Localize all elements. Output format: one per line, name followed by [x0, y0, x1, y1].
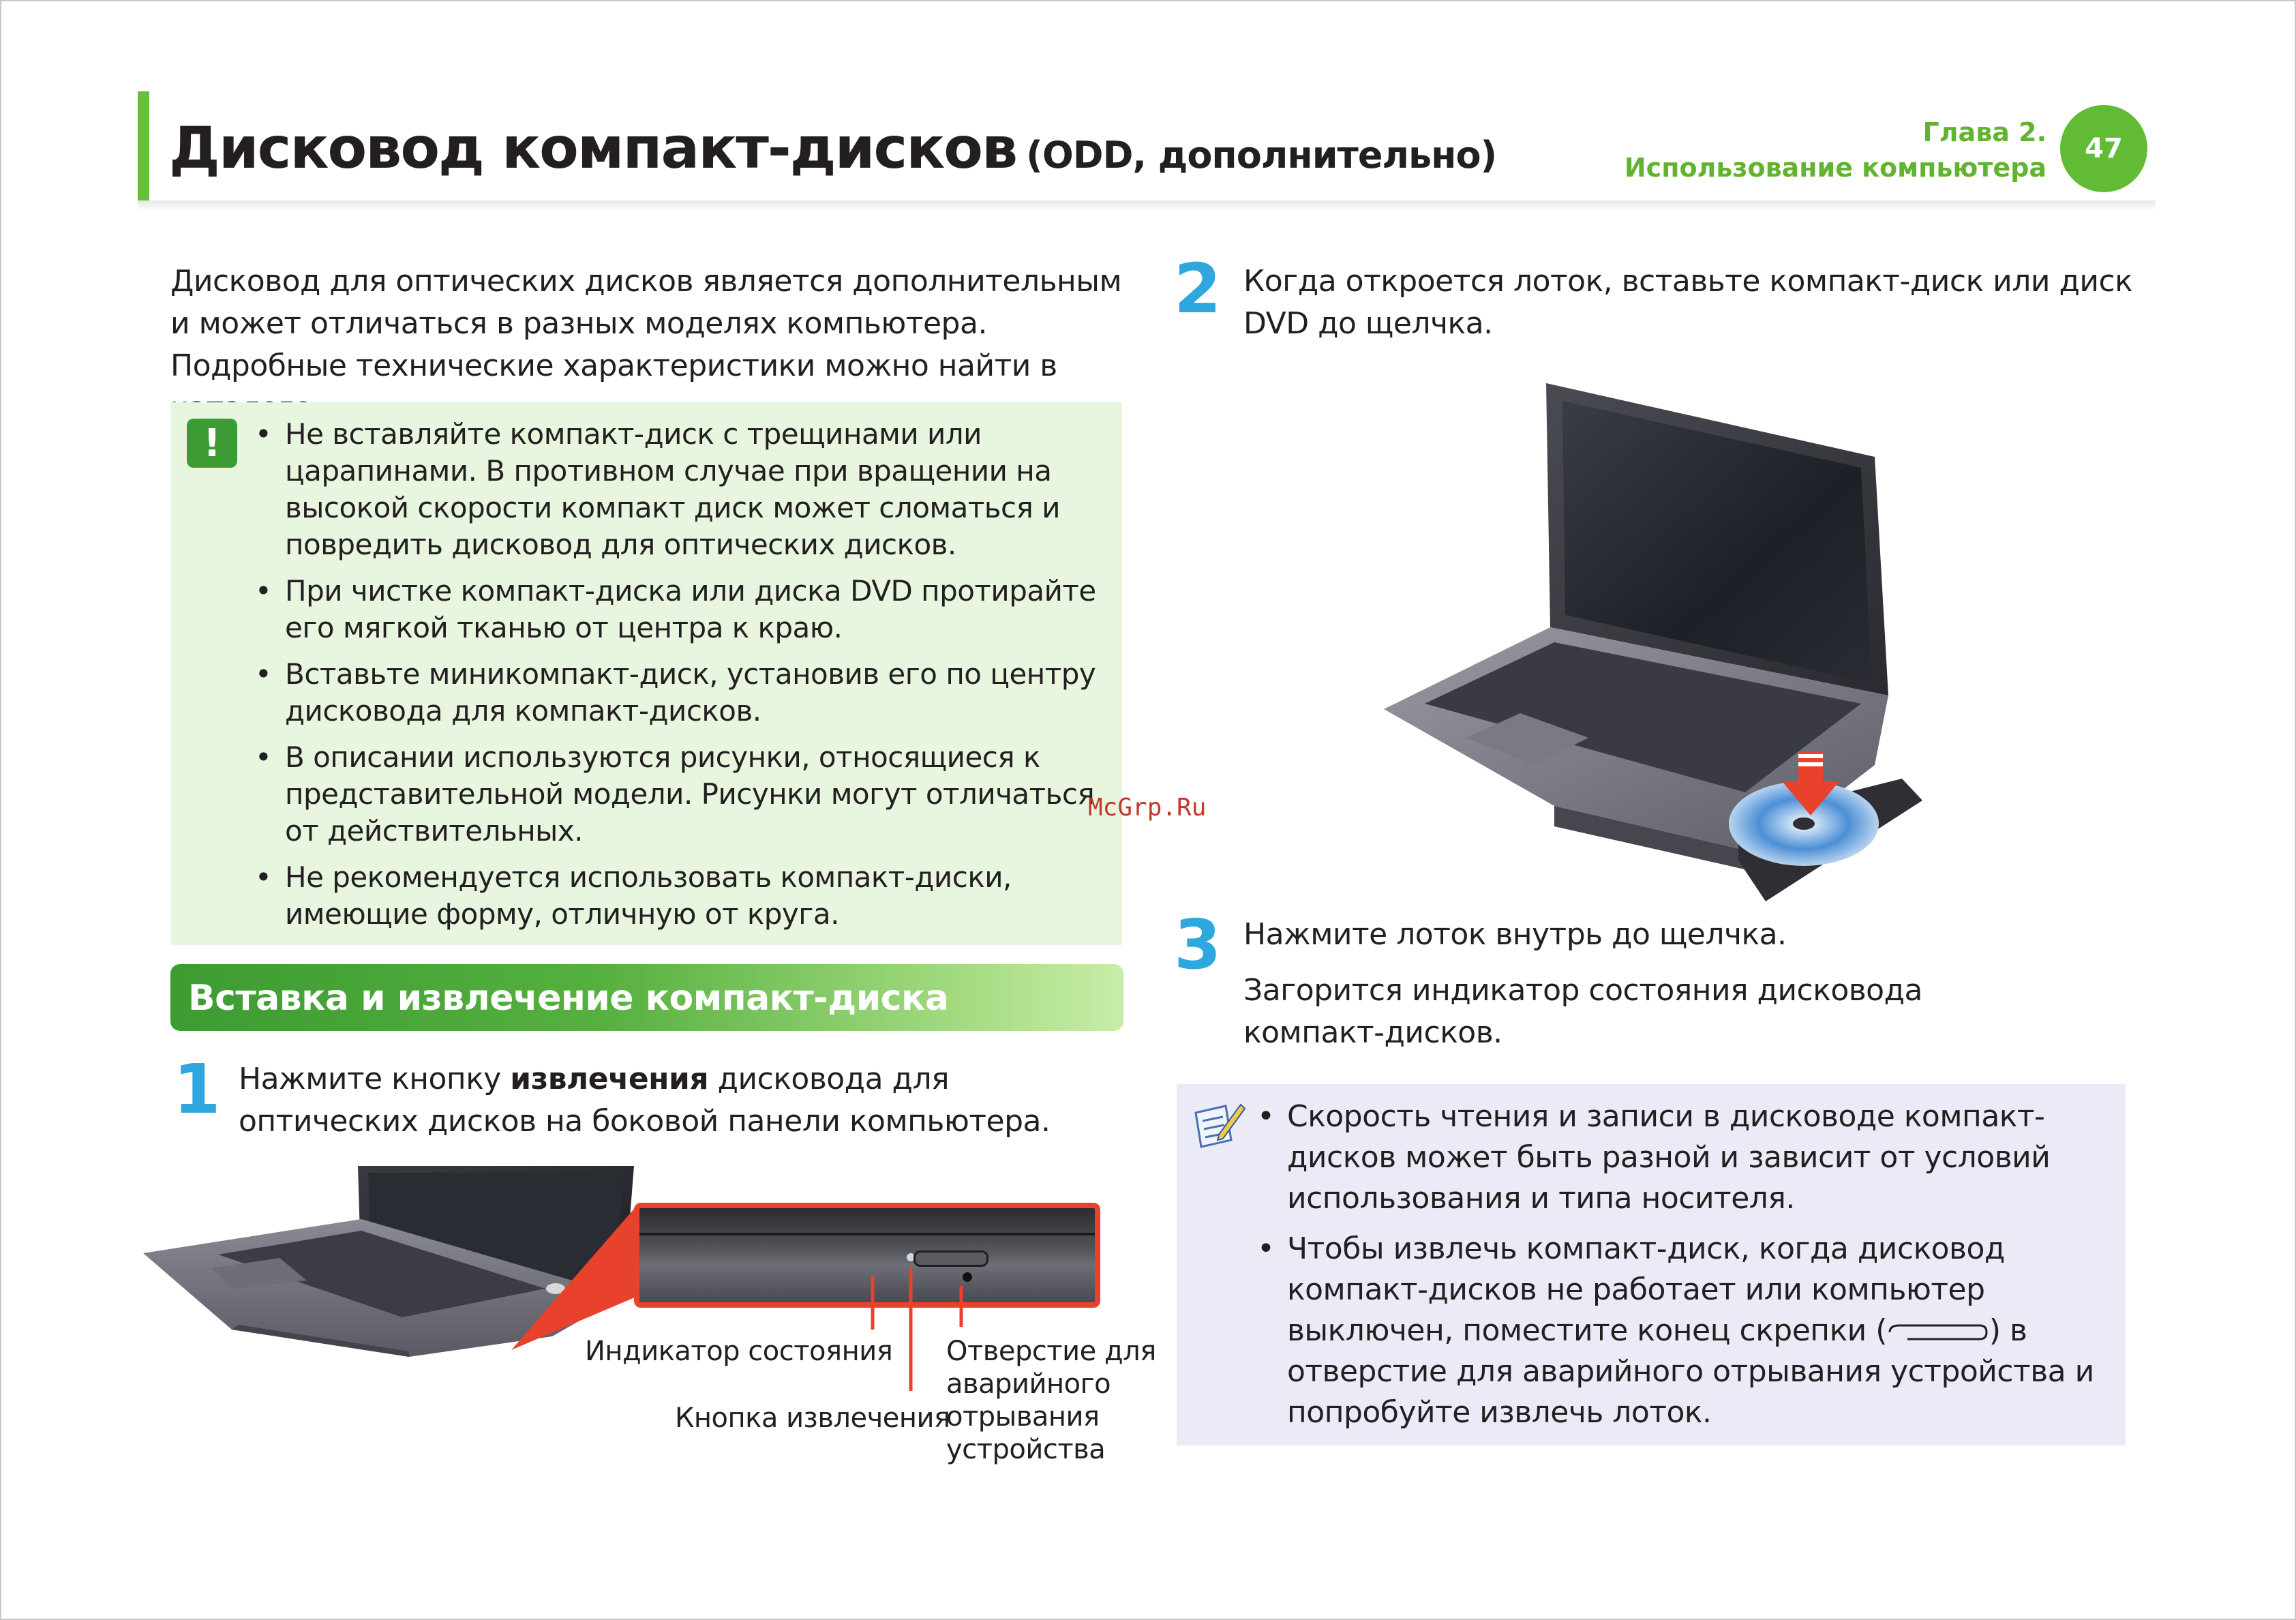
note-item-2-before: Чтобы извлечь компакт-диск, когда дисковод компакт-дисков не работает или компьютер выключен, поместите конец скрепки ( — [1287, 1231, 2005, 1348]
step-1-text-after: дисковода для оптических дисков на боковой панели компьютера. — [239, 1062, 1051, 1139]
paperclip-icon — [1887, 1323, 1989, 1342]
exclamation-icon: ! — [187, 419, 237, 468]
step-1-text — [239, 1058, 1125, 1143]
warning-item: • Не рекомендуется использовать компакт-диски, имеющие форму, отличную от круга. — [252, 859, 1111, 933]
step-3-subtext: Загорится индикатор состояния дисковода компакт-дисков. — [1243, 973, 1922, 1050]
note-item-2 — [1254, 1229, 2120, 1433]
title-main: Дисковод компакт-дисков — [169, 115, 1017, 181]
warning-list — [252, 416, 1111, 942]
warning-item: • Вставьте миникомпакт-диск, установив его по центру дисковода для компакт-дисков. — [252, 656, 1111, 730]
step-3-number: 3 — [1174, 905, 1222, 985]
title-sub: (ODD, дополнительно) — [1026, 134, 1497, 177]
step-1-text-before: Нажмите кнопку — [239, 1062, 511, 1096]
note-list — [1254, 1096, 2120, 1443]
callout-lines — [504, 1193, 982, 1425]
chapter-line-1: Глава 2. — [1922, 117, 2046, 147]
status-indicator-callout: Индикатор состояния — [585, 1336, 893, 1367]
note-item-2-after: ) в отверстие для аварийного отрывания устройства и попробуйте извлечь лоток. — [1287, 1313, 2094, 1430]
step-2-text: Когда откроется лоток, вставьте компакт-диск или диск DVD до щелчка. — [1243, 264, 2133, 341]
page-title — [169, 115, 1496, 181]
note-item-1: • Скорость чтения и записи в дисководе компакт-дисков может быть разной и зависит от условий использования и типа носителя. — [1254, 1096, 2120, 1219]
chapter-label — [1625, 115, 2046, 185]
chapter-line-2: Использование компьютера — [1624, 153, 2046, 183]
eject-button-callout: Кнопка извлечения — [675, 1402, 950, 1434]
emergency-hole-callout: Отверстие для аварийного отрывания устройства — [946, 1336, 1156, 1465]
step-1-text-bold: извлечения — [510, 1062, 709, 1096]
watermark: McGrp.Ru — [1088, 794, 1207, 822]
step-2-number: 2 — [1174, 249, 1222, 329]
intro-paragraph: Дисковод для оптических дисков является дополнительным и может отличаться в разных моделях компьютера. Подробные технические характеристики можно найти в — [170, 264, 1122, 383]
warning-item: • В описании используются рисунки, относящиеся к представительной модели. Рисунки могут отличаться от действительных. — [252, 739, 1111, 850]
header-divider — [138, 200, 2156, 211]
section-title: Вставка и извлечение компакт-диска — [188, 978, 949, 1019]
laptop-tray-image — [1384, 383, 1929, 901]
title-accent-bar — [138, 91, 149, 203]
note-pencil-icon — [1192, 1099, 1246, 1151]
page-number-badge: 47 — [2060, 105, 2147, 192]
warning-item: • Не вставляйте компакт-диск с трещинами или царапинами. В противном случае при вращении на высокой скорости компакт диск может сломаться и повредить дисковод для оптических дисков. — [252, 416, 1111, 563]
step-1-number: 1 — [173, 1049, 221, 1129]
warning-item: • При чистке компакт-диска или диска DVD протирайте его мягкой тканью от центра к краю. — [252, 573, 1111, 646]
step-3-text: Нажмите лоток внутрь до щелчка. — [1243, 917, 1787, 952]
